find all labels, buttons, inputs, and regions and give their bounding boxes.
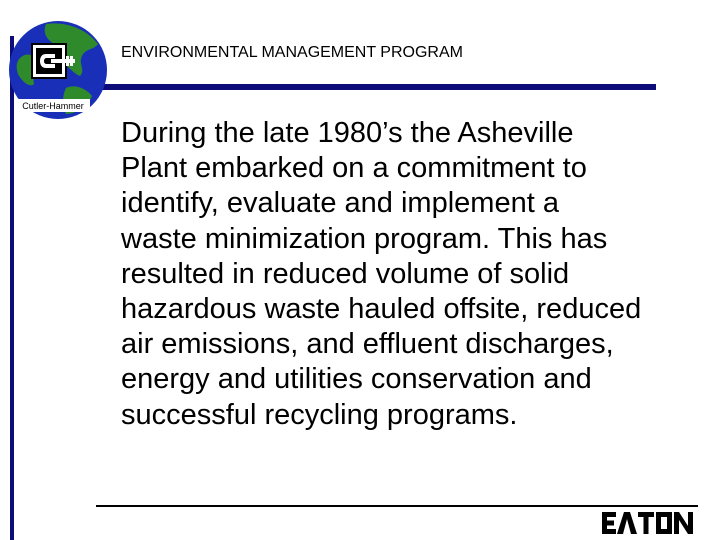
body-line: waste minimization program. This has: [121, 222, 608, 255]
body-line: resulted in reduced volume of solid: [121, 257, 570, 290]
header-rule: [96, 84, 656, 90]
body-line: hazardous waste hauled offsite, reduced: [121, 293, 642, 326]
body-line: energy and utilities conservation and: [121, 363, 592, 396]
eaton-logo: [602, 512, 694, 534]
body-line: successful recycling programs.: [121, 398, 518, 431]
footer-rule: [96, 505, 698, 507]
body-line: air emissions, and effluent discharges,: [121, 328, 614, 361]
cutler-hammer-globe-logo: [6, 18, 110, 122]
body-line: Plant embarked on a commitment to: [121, 152, 587, 185]
slide-header-title: ENVIRONMENTAL MANAGEMENT PROGRAM: [121, 44, 463, 61]
body-line: During the late 1980’s the Asheville: [121, 117, 574, 149]
globe-logo-text: Cutler-Hammer: [22, 101, 84, 111]
body-line: identify, evaluate and implement a: [121, 187, 559, 220]
slide-body-text: [121, 116, 711, 433]
